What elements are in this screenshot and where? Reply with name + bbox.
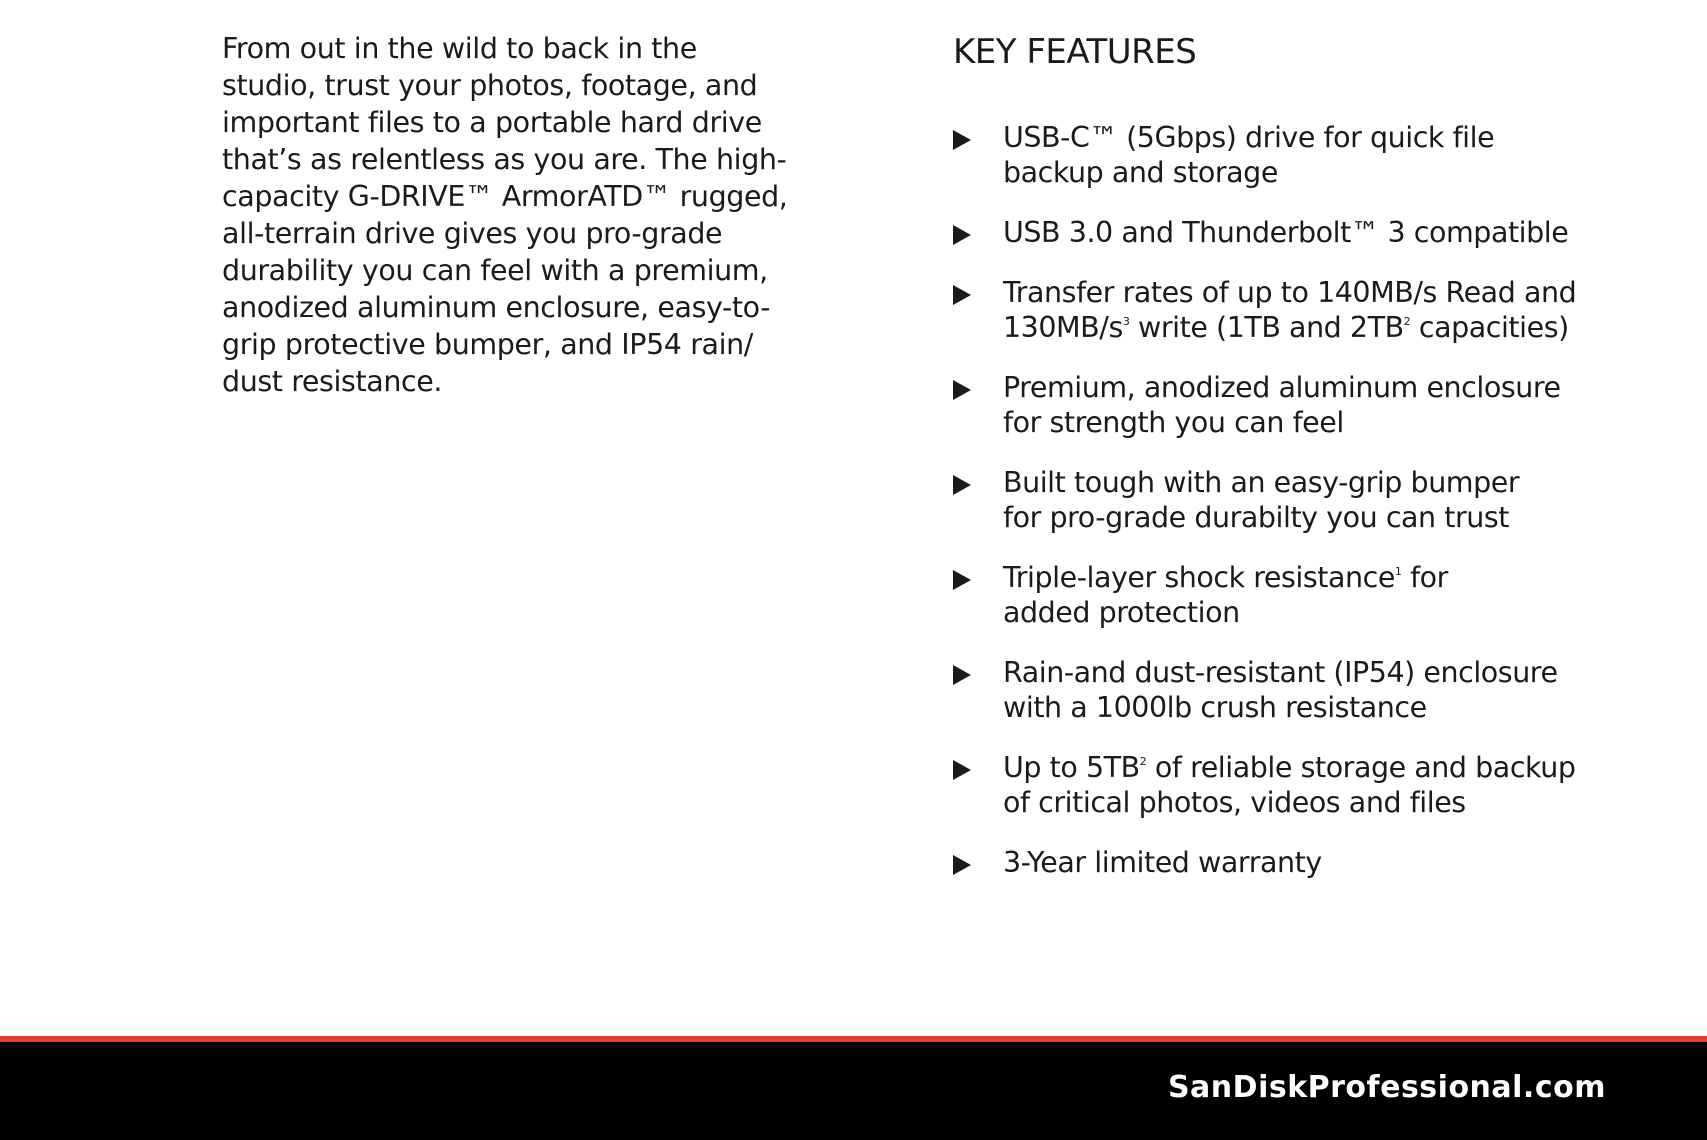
feature-item — [953, 120, 1673, 190]
feature-text: capacities) — [1410, 311, 1569, 344]
key-features-section — [953, 30, 1673, 879]
feature-item — [953, 845, 1673, 880]
feature-line: added protection — [1003, 596, 1240, 629]
website-link[interactable]: SanDiskProfessional.com — [1167, 1070, 1606, 1105]
feature-text: 130MB/s — [1003, 311, 1123, 344]
footer-bar — [0, 1036, 1707, 1140]
triangle-bullet-icon — [953, 570, 971, 590]
feature-line: with a 1000lb crush resistance — [1003, 691, 1427, 724]
intro-line: studio, trust your photos, footage, and — [222, 69, 758, 102]
feature-text: write (1TB and 2TB — [1129, 311, 1404, 344]
intro-line: anodized aluminum enclosure, easy-to- — [222, 291, 771, 324]
triangle-bullet-icon — [953, 475, 971, 495]
feature-line: for pro-grade durabilty you can trust — [1003, 501, 1510, 534]
feature-line: USB-C™ (5Gbps) drive for quick file — [1003, 121, 1495, 154]
intro-line: capacity G-DRIVE™ ArmorATD™ rugged, — [222, 180, 788, 213]
intro-line: all-terrain drive gives you pro-grade — [222, 217, 723, 250]
feature-line — [1003, 310, 1673, 345]
intro-line: that’s as relentless as you are. The high- — [222, 143, 787, 176]
feature-item — [953, 560, 1673, 630]
intro-paragraph — [222, 30, 802, 400]
feature-item — [953, 275, 1673, 345]
footnote-marker: 2 — [1139, 754, 1147, 768]
triangle-bullet-icon — [953, 380, 971, 400]
intro-line: From out in the wild to back in the — [222, 32, 697, 65]
feature-item — [953, 750, 1673, 820]
intro-line: dust resistance. — [222, 365, 443, 398]
footnote-marker: 3 — [1122, 314, 1130, 328]
feature-line: Rain-and dust-resistant (IP54) enclosure — [1003, 656, 1558, 689]
feature-item — [953, 215, 1673, 250]
intro-line: durability you can feel with a premium, — [222, 254, 768, 287]
triangle-bullet-icon — [953, 130, 971, 150]
triangle-bullet-icon — [953, 225, 971, 245]
triangle-bullet-icon — [953, 665, 971, 685]
feature-text: of reliable storage and backup — [1146, 751, 1576, 784]
footnote-marker: 1 — [1394, 564, 1402, 578]
feature-line: of critical photos, videos and files — [1003, 786, 1466, 819]
footnote-marker: 2 — [1403, 314, 1411, 328]
feature-line: Transfer rates of up to 140MB/s Read and — [1003, 276, 1577, 309]
feature-item — [953, 655, 1673, 725]
triangle-bullet-icon — [953, 855, 971, 875]
feature-line: Premium, anodized aluminum enclosure — [1003, 371, 1561, 404]
feature-line — [1003, 560, 1673, 595]
feature-line: Built tough with an easy-grip bumper — [1003, 466, 1520, 499]
feature-text: for — [1401, 561, 1448, 594]
key-features-heading: KEY FEATURES — [953, 32, 1197, 72]
feature-line: 3-Year limited warranty — [1003, 846, 1322, 879]
feature-text: Triple-layer shock resistance — [1003, 561, 1395, 594]
intro-line: grip protective bumper, and IP54 rain/ — [222, 328, 753, 361]
feature-item — [953, 465, 1673, 535]
feature-line: USB 3.0 and Thunderbolt™ 3 compatible — [1003, 216, 1569, 249]
feature-item — [953, 370, 1673, 440]
feature-text: Up to 5TB — [1003, 751, 1140, 784]
triangle-bullet-icon — [953, 285, 971, 305]
feature-line — [1003, 750, 1673, 785]
intro-line: important files to a portable hard drive — [222, 106, 762, 139]
feature-line: for strength you can feel — [1003, 406, 1344, 439]
feature-line: backup and storage — [1003, 156, 1278, 189]
triangle-bullet-icon — [953, 760, 971, 780]
